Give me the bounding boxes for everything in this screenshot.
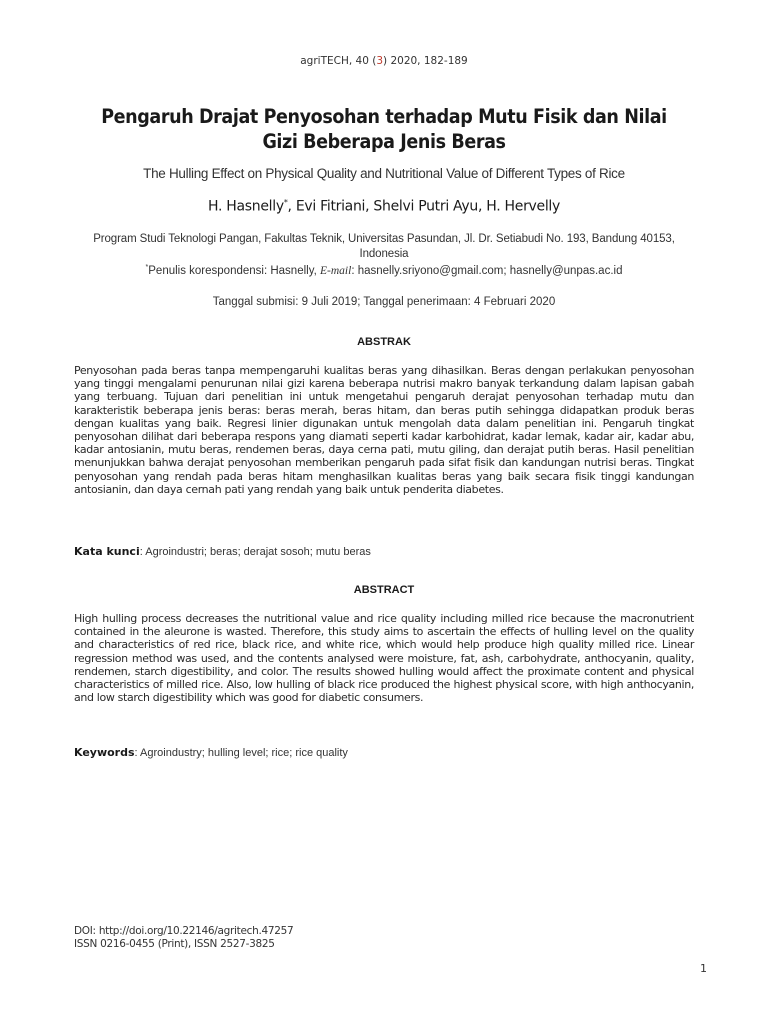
page-number: 1 (700, 962, 707, 975)
abstract-body: High hulling process decreases the nutritional value and rice quality including milled rice because the macronutrient contained in the aleurone is wasted. Therefore, this study aims to ascertain the effects of hulling level on the quality and characteristics of red rice, black rice, and white rice, which would help produce high quality milled rice. Linear regression method was used, and the contents analysed were moisture, fat, ash, carbohydrate, anthocyanin, quality, rendemen, starch digestibility, and color. The results showed hulling would affect the proximate content and physical characteristics of milled rice. Also, low hulling of black rice produced the highest physical score, with high anthocyanin, and low starch digestibility which was good for diabetic consumers. (74, 612, 694, 705)
email-label: E-mail (320, 264, 352, 277)
corresponding-mark: * (283, 198, 288, 207)
keywords-label-id: Kata kunci (74, 545, 140, 558)
abstract-heading: ABSTRACT (353, 584, 415, 596)
affiliation-line-2: Indonesia (359, 248, 409, 260)
journal-suffix: ) 2020, 182-189 (383, 55, 468, 67)
affiliation (0, 232, 768, 262)
affiliation-line-1: Program Studi Teknologi Pangan, Fakultas Teknik, Universitas Pasundan, Jl. Dr. Setiabudi No. 193, Bandung 40153, (93, 233, 675, 245)
keywords-en: : Agroindustry; hulling level; rice; rice quality (134, 747, 348, 759)
abstrak-keywords (74, 545, 371, 558)
correspondence-mark: * (145, 264, 149, 271)
issn-info: ISSN 0216-0455 (Print), ISSN 2527-3825 (74, 938, 275, 950)
abstract-keywords (74, 746, 348, 759)
doi-link[interactable]: DOI: http://doi.org/10.22146/agritech.47257 (74, 925, 294, 937)
keywords-id: : Agroindustri; beras; derajat sosoh; mutu beras (139, 546, 371, 558)
paper-title (0, 104, 768, 154)
correspondence-emails[interactable]: : hasnelly.sriyono@gmail.com; hasnelly@unpas.ac.id (351, 264, 623, 277)
author-rest: , Evi Fitriani, Shelvi Putri Ayu, H. Hervelly (287, 198, 560, 215)
journal-citation (0, 55, 768, 67)
footer-info (74, 925, 293, 951)
correspondence-prefix: Penulis korespondensi: Hasnelly, (148, 264, 320, 277)
paper-subtitle: The Hulling Effect on Physical Quality and Nutritional Value of Different Types of Rice (143, 166, 625, 181)
title-line-2: Gizi Beberapa Jenis Beras (262, 130, 506, 153)
submission-dates: Tanggal submisi: 9 Juli 2019; Tanggal penerimaan: 4 Februari 2020 (212, 296, 556, 308)
abstrak-heading: ABSTRAK (357, 336, 411, 348)
journal-issue: 3 (376, 55, 384, 67)
author-first: H. Hasnelly (208, 198, 284, 215)
title-line-1: Pengaruh Drajat Penyosohan terhadap Mutu Fisik dan Nilai (101, 105, 667, 128)
author-list (0, 198, 768, 215)
abstrak-body: Penyosohan pada beras tanpa mempengaruhi kualitas beras yang dihasilkan. Beras dengan perlakukan penyosohan yang tinggi mengalami penurunan nilai gizi karena beberapa nutrisi makro banyak terkandung dalam lapisan gabah yang terbuang. Tujuan dari penelitian ini untuk mengetahui pengaruh derajat penyosohan terhadap mutu dan karakteristik beberapa jenis beras: beras merah, beras hitam, dan beras putih sehingga didapatkan produk beras dengan kualitas yang baik. Regresi linier digunakan untuk mengolah data dalam penelitian ini. Pengaruh tingkat penyosohan dilihat dari beberapa respons yang diamati seperti kadar karbohidrat, kadar lemak, kadar air, kadar abu, kadar antosianin, mutu beras, rendemen beras, daya cerna pati, mutu giling, dan derajat putih beras. Hasil penelitian menunjukkan bahwa derajat penyosohan memberikan pengaruh pada sifat fisik dan kandungan nutrisi beras. Tingkat penyosohan yang rendah pada beras hitam menghasilkan kualitas beras yang baik secara fisik tinggi kandungan antosianin, dan daya cernah pati yang rendah yang baik untuk penderita diabetes. (74, 364, 694, 496)
journal-prefix: agriTECH, 40 ( (300, 55, 377, 67)
correspondence (0, 264, 768, 277)
keywords-label-en: Keywords (74, 746, 135, 759)
